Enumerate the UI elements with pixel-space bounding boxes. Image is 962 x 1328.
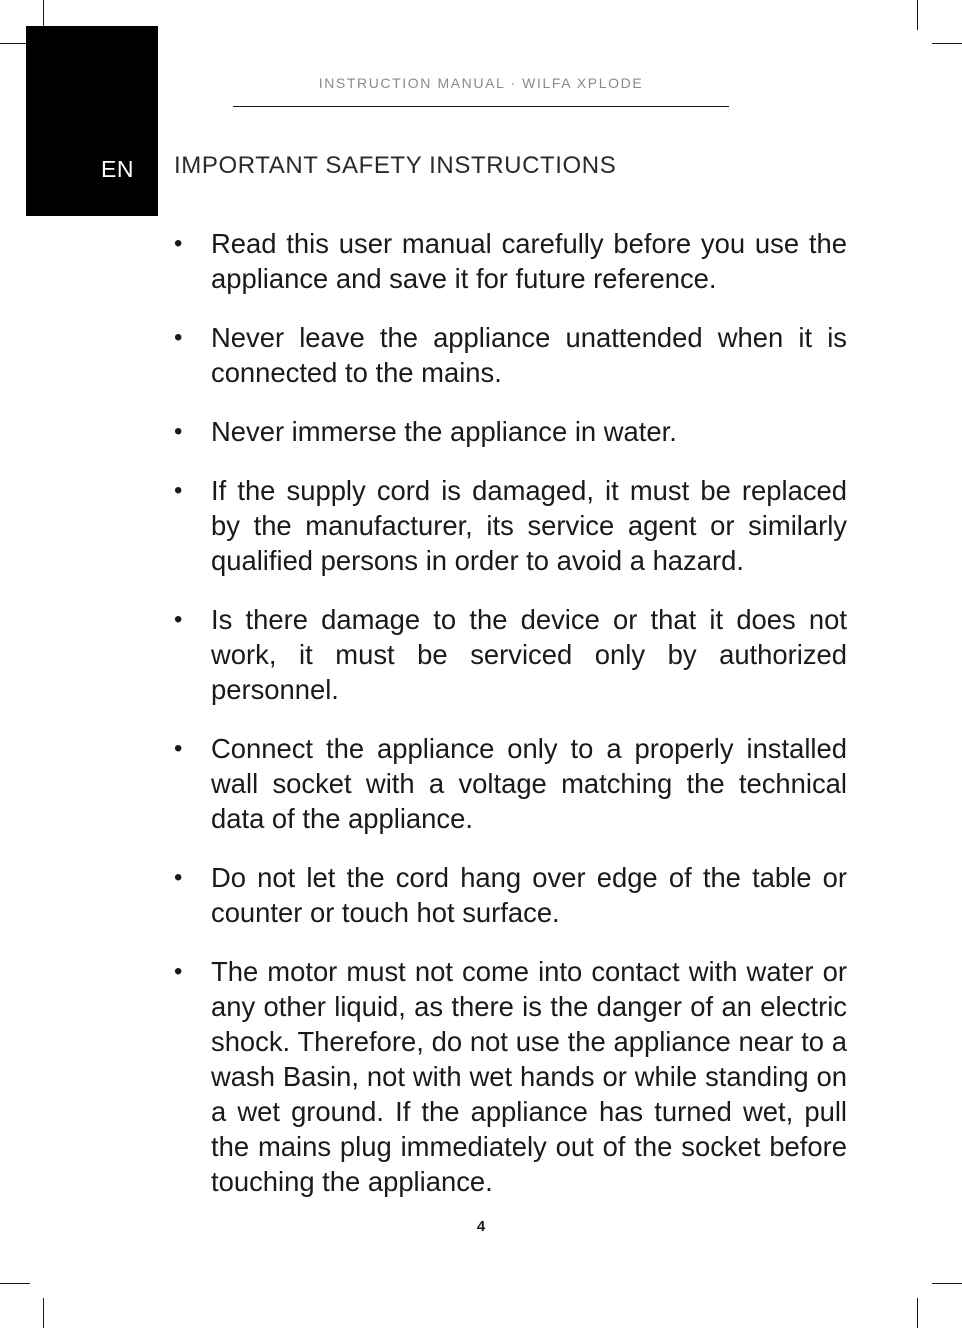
list-item [174, 473, 847, 578]
bullet-icon: • [174, 230, 183, 257]
list-item [174, 954, 847, 1199]
language-tab [26, 26, 158, 216]
bullet-icon: • [174, 606, 183, 633]
list-item-text: Connect the appliance only to a properly installed wall socket with a voltage matching the technical data of the appliance. [211, 733, 847, 834]
bullet-icon: • [174, 864, 183, 891]
list-item [174, 860, 847, 930]
crop-mark-bottom-left-vertical [43, 1298, 44, 1328]
header-divider [233, 106, 729, 107]
list-item [174, 414, 847, 449]
running-header: INSTRUCTION MANUAL · WILFA XPLODE [318, 75, 644, 91]
crop-mark-top-right-vertical [917, 0, 918, 30]
crop-mark-top-right-horizontal [932, 43, 962, 44]
bullet-icon: • [174, 324, 183, 351]
list-item-text: Is there damage to the device or that it does not work, it must be serviced only by authorized personnel. [211, 604, 847, 705]
safety-instructions-list [174, 226, 847, 1223]
crop-mark-bottom-right-vertical [917, 1298, 918, 1328]
list-item [174, 731, 847, 836]
list-item [174, 226, 847, 296]
crop-mark-bottom-left-horizontal [0, 1283, 30, 1284]
list-item-text: Do not let the cord hang over edge of the table or counter or touch hot surface. [211, 862, 847, 928]
bullet-icon: • [174, 958, 183, 985]
list-item [174, 602, 847, 707]
list-item-text: The motor must not come into contact with water or any other liquid, as there is the danger of an electric shock. Therefore, do not use the appliance near to a wash Basin, not with wet hands or while standing on a wet ground. If the appliance has turned wet, pull the mains plug immediately out of the socket before touching the appliance. [211, 956, 847, 1197]
crop-mark-bottom-right-horizontal [932, 1283, 962, 1284]
language-label: EN [101, 156, 134, 182]
list-item-text: Never immerse the appliance in water. [211, 416, 677, 447]
bullet-icon: • [174, 477, 183, 504]
bullet-icon: • [174, 735, 183, 762]
list-item-text: If the supply cord is damaged, it must be replaced by the manufacturer, its service agent or similarly qualified persons in order to avoid a hazard. [211, 475, 847, 576]
list-item [174, 320, 847, 390]
page-number: 4 [476, 1218, 486, 1235]
list-item-text: Never leave the appliance unattended when it is connected to the mains. [211, 322, 847, 388]
section-heading: IMPORTANT SAFETY INSTRUCTIONS [174, 152, 617, 179]
bullet-icon: • [174, 418, 183, 445]
list-item-text: Read this user manual carefully before you use the appliance and save it for future reference. [211, 228, 847, 294]
